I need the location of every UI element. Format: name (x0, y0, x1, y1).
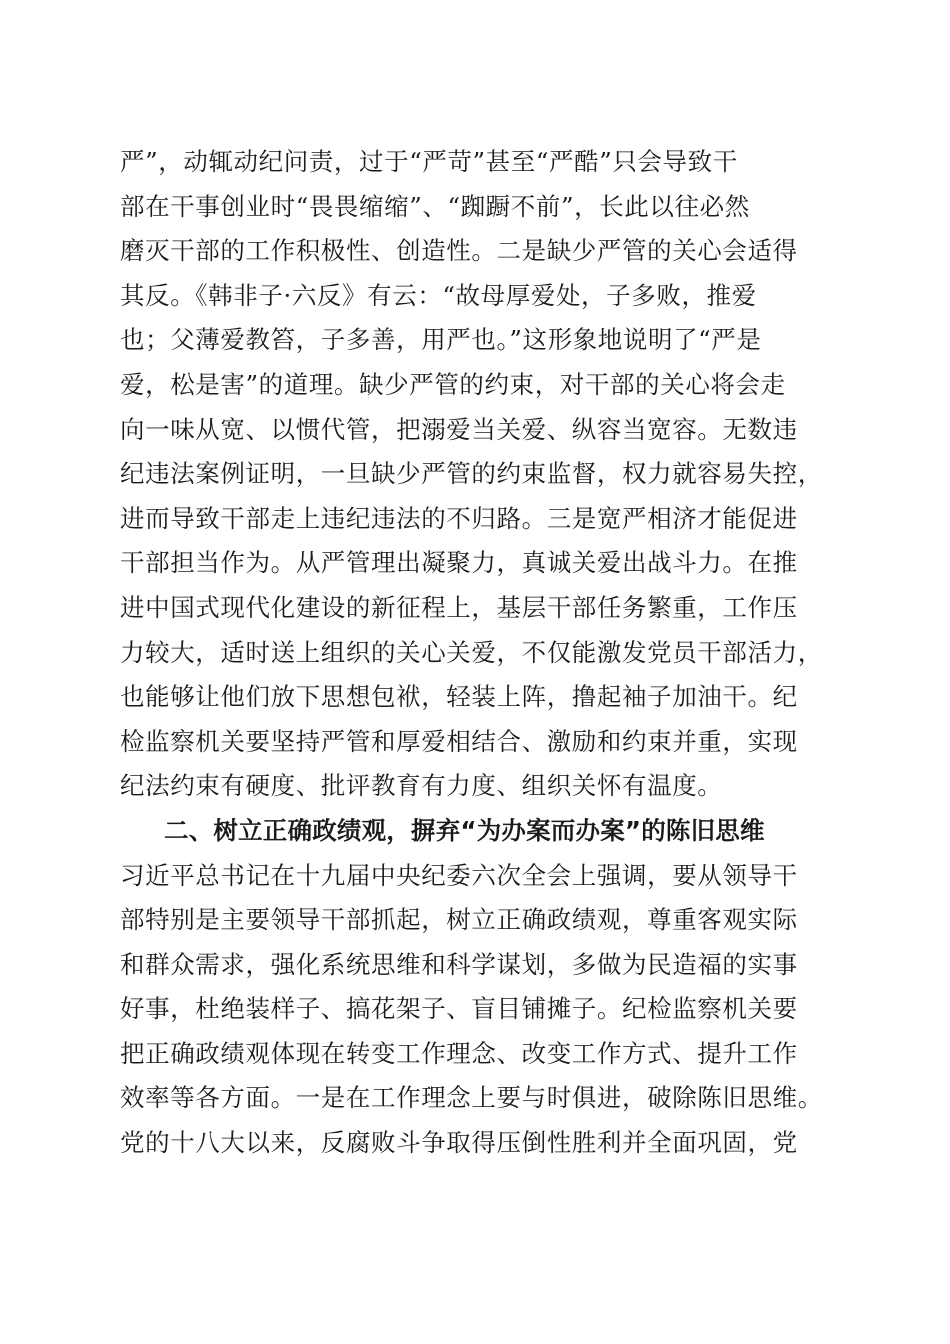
text-line: 爱，松是害”的道理。缺少严管的约束，对干部的关心将会走 (120, 369, 786, 399)
section-heading-2: 二、树立正确政绩观，摒弃“为办案而办案”的陈旧思维 (164, 815, 765, 845)
text-line: 纪违法案例证明，一旦缺少严管的约束监督，权力就容易失控， (120, 459, 823, 489)
text-line: 把正确政绩观体现在转变工作理念、改变工作方式、提升工作 (120, 1038, 798, 1068)
body-text (120, 140, 840, 1166)
text-line: 习近平总书记在十九届中央纪委六次全会上强调，要从领导干 (120, 860, 798, 890)
paragraph-2 (120, 854, 840, 1166)
text-line: 严”，动辄动纪问责，过于“严苛”甚至“严酷”只会导致干 (120, 147, 738, 176)
text-line: 纪法约束有硬度、批评教育有力度、组织关怀有温度。 (120, 771, 723, 801)
text-line: 也；父薄爱教笞，子多善，用严也。”这形象地说明了“严是 (120, 325, 762, 355)
paragraph-1 (120, 140, 840, 809)
text-line: 效率等各方面。一是在工作理念上要与时俱进，破除陈旧思维。 (120, 1083, 823, 1113)
text-line: 其反。《韩非子·六反》有云：“故母厚爱处，子多败，推爱 (120, 280, 757, 310)
text-line: 力较大，适时送上组织的关心关爱，不仅能激发党员干部活力， (120, 637, 823, 667)
text-line: 也能够让他们放下思想包袱，轻装上阵，撸起袖子加油干。纪 (120, 682, 798, 712)
text-line: 部特别是主要领导干部抓起，树立正确政绩观，尊重客观实际 (120, 905, 798, 935)
text-line: 好事，杜绝装样子、搞花架子、盲目铺摊子。纪检监察机关要 (120, 994, 798, 1024)
text-line: 干部担当作为。从严管理出凝聚力，真诚关爱出战斗力。在推 (120, 548, 798, 578)
text-line: 部在干事创业时“畏畏缩缩”、“踟蹰不前”，长此以往必然 (120, 191, 750, 221)
text-line: 进而导致干部走上违纪违法的不归路。三是宽严相济才能促进 (120, 503, 798, 533)
text-line: 党的十八大以来，反腐败斗争取得压倒性胜利并全面巩固，党 (120, 1128, 798, 1158)
text-line: 进中国式现代化建设的新征程上，基层干部任务繁重，工作压 (120, 592, 798, 622)
text-line: 磨灭干部的工作积极性、创造性。二是缺少严管的关心会适得 (120, 236, 798, 266)
text-line: 和群众需求，强化系统思维和科学谋划，多做为民造福的实事 (120, 949, 798, 979)
text-line: 向一味从宽、以惯代管，把溺爱当关爱、纵容当宽容。无数违 (120, 414, 798, 444)
text-line: 检监察机关要坚持严管和厚爱相结合、激励和约束并重，实现 (120, 726, 798, 756)
